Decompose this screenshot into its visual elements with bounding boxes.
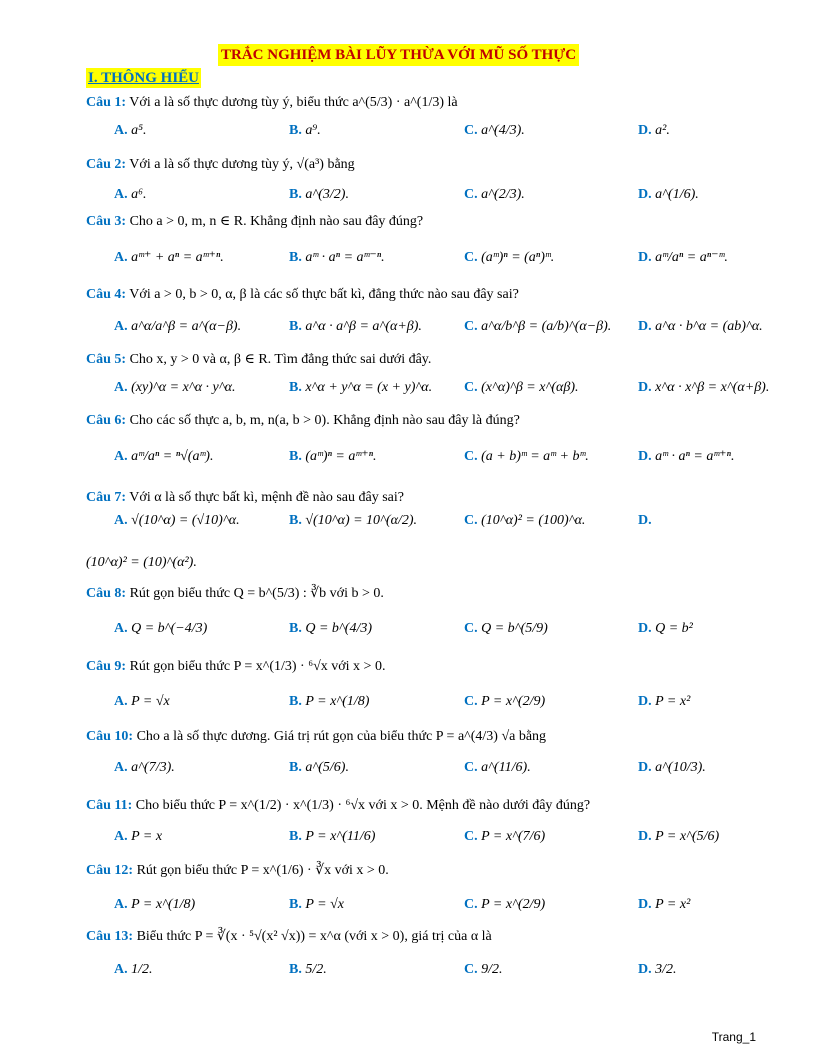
question-text: Cho a là số thực dương. Giá trị rút gọn của biểu thức P = a^(4/3) √a bằng — [133, 729, 547, 744]
option-letter: D. — [638, 829, 652, 844]
option-text: 5/2. — [301, 962, 327, 977]
question-text: Rút gọn biểu thức P = x^(1/3) · ⁶√x với x > 0. — [126, 659, 386, 674]
option-text: a^(3/2). — [301, 187, 349, 202]
answer-options — [0, 687, 816, 717]
answer-option[interactable] — [289, 890, 344, 920]
option-text: Q = b^(−4/3) — [127, 621, 208, 636]
option-text: x^α · x^β = x^(α+β). — [651, 380, 770, 395]
question-number: Câu 8: — [86, 586, 127, 601]
option-text: P = x^(11/6) — [301, 829, 376, 844]
answer-option-continuation: (10^α)² = (10)^(α²). — [86, 555, 197, 570]
option-letter: C. — [464, 962, 478, 977]
option-letter: D. — [638, 694, 652, 709]
option-letter: A. — [114, 897, 128, 912]
answer-option[interactable] — [289, 180, 349, 210]
answer-option[interactable] — [638, 373, 769, 403]
question-text: Cho biểu thức P = x^(1/2) · x^(1/3) · ⁶√x với x > 0. Mệnh đề nào dưới đây đúng? — [132, 798, 591, 813]
option-letter: A. — [114, 513, 128, 528]
question-text: Với a > 0, b > 0, α, β là các số thực bất kì, đẳng thức nào sau đây sai? — [126, 287, 519, 302]
option-letter: D. — [638, 621, 652, 636]
answer-options — [0, 506, 816, 536]
option-letter: B. — [289, 513, 302, 528]
answer-option[interactable] — [464, 822, 545, 852]
question-stem — [0, 150, 816, 180]
answer-option[interactable] — [638, 955, 677, 985]
answer-option[interactable] — [289, 753, 349, 783]
answer-options — [0, 614, 816, 644]
answer-option[interactable] — [289, 687, 369, 717]
question-stem — [0, 406, 816, 436]
answer-option[interactable] — [464, 687, 545, 717]
option-letter: C. — [464, 187, 478, 202]
option-text: P = x² — [651, 897, 691, 912]
answer-option[interactable] — [638, 243, 728, 273]
option-text: P = x^(5/6) — [651, 829, 720, 844]
option-text: (x^α)^β = x^(αβ). — [477, 380, 579, 395]
answer-option[interactable] — [114, 243, 224, 273]
option-letter: C. — [464, 621, 478, 636]
answer-option[interactable] — [289, 116, 321, 146]
option-letter: C. — [464, 250, 478, 265]
option-letter: C. — [464, 897, 478, 912]
answer-option[interactable] — [114, 312, 241, 342]
question-text: Với a là số thực dương tùy ý, √(a³) bằng — [126, 157, 355, 172]
option-text: x^α + y^α = (x + y)^α. — [301, 380, 433, 395]
answer-option[interactable] — [464, 753, 531, 783]
option-text: P = x^(1/8) — [127, 897, 196, 912]
option-letter: D. — [638, 380, 652, 395]
option-letter: B. — [289, 380, 302, 395]
option-text: a^(2/3). — [477, 187, 525, 202]
option-text: a⁵. — [127, 123, 147, 138]
answer-option[interactable] — [114, 753, 175, 783]
answer-option[interactable] — [638, 116, 670, 146]
option-text: (aᵐ)ⁿ = (aⁿ)ᵐ. — [477, 250, 555, 265]
answer-option[interactable] — [464, 955, 503, 985]
answer-option[interactable] — [638, 506, 652, 536]
answer-options — [0, 180, 816, 210]
option-text: P = x² — [651, 694, 691, 709]
option-letter: B. — [289, 621, 302, 636]
answer-option[interactable] — [464, 890, 545, 920]
option-letter: D. — [638, 513, 652, 528]
answer-option[interactable] — [114, 180, 147, 210]
option-text: 1/2. — [127, 962, 153, 977]
option-letter: A. — [114, 694, 128, 709]
answer-options — [0, 312, 816, 342]
option-text: a^(5/6). — [301, 760, 349, 775]
option-text: P = √x — [127, 694, 170, 709]
option-text: a^α/b^β = (a/b)^(α−β). — [477, 319, 612, 334]
answer-options — [0, 822, 816, 852]
option-text: Q = b^(4/3) — [301, 621, 373, 636]
question-number: Câu 4: — [86, 287, 127, 302]
option-letter: D. — [638, 897, 652, 912]
answer-options — [0, 373, 816, 403]
question-number: Câu 2: — [86, 157, 127, 172]
option-text: (10^α)² = (100)^α. — [477, 513, 586, 528]
question-number: Câu 7: — [86, 490, 127, 505]
option-text: P = x — [127, 829, 163, 844]
answer-option[interactable] — [464, 373, 579, 403]
answer-options — [0, 955, 816, 985]
option-text: P = √x — [301, 897, 344, 912]
answer-options — [0, 753, 816, 783]
answer-option[interactable] — [114, 614, 207, 644]
option-letter: B. — [289, 694, 302, 709]
question-text: Cho các số thực a, b, m, n(a, b > 0). Khẳng định nào sau đây là đúng? — [126, 413, 520, 428]
question-stem — [0, 652, 816, 682]
answer-option[interactable] — [638, 442, 734, 472]
option-text: (aᵐ)ⁿ = aᵐ⁺ⁿ. — [301, 449, 377, 464]
option-letter: B. — [289, 250, 302, 265]
question-number: Câu 3: — [86, 214, 127, 229]
option-text: (xy)^α = x^α · y^α. — [127, 380, 236, 395]
option-text: √(10^α) = (√10)^α. — [127, 513, 240, 528]
option-letter: B. — [289, 123, 302, 138]
answer-option[interactable] — [114, 373, 236, 403]
answer-option[interactable] — [114, 890, 195, 920]
answer-option[interactable] — [464, 506, 585, 536]
question-stem — [0, 791, 816, 821]
answer-option[interactable] — [464, 243, 554, 273]
option-letter: A. — [114, 760, 128, 775]
question-text: Với a là số thực dương tùy ý, biểu thức a^(5/3) · a^(1/3) là — [126, 95, 458, 110]
option-text: aᵐ/aⁿ = ⁿ√(aᵐ). — [127, 449, 214, 464]
option-letter: D. — [638, 187, 652, 202]
answer-options — [0, 116, 816, 146]
option-letter: B. — [289, 187, 302, 202]
answer-options — [0, 442, 816, 472]
option-letter: B. — [289, 319, 302, 334]
option-letter: C. — [464, 760, 478, 775]
question-stem — [0, 345, 816, 375]
option-text: a^(1/6). — [651, 187, 699, 202]
option-text: 3/2. — [651, 962, 677, 977]
option-letter: A. — [114, 319, 128, 334]
question-text: Rút gọn biểu thức P = x^(1/6) · ∛x với x > 0. — [133, 863, 389, 878]
option-letter: B. — [289, 449, 302, 464]
option-letter: A. — [114, 187, 128, 202]
question-number: Câu 5: — [86, 352, 127, 367]
option-letter: A. — [114, 123, 128, 138]
answer-option[interactable] — [638, 687, 690, 717]
question-text: Với α là số thực bất kì, mệnh đề nào sau đây sai? — [126, 490, 404, 505]
question-text: Cho x, y > 0 và α, β ∈ R. Tìm đẳng thức sai dưới đây. — [126, 352, 432, 367]
answer-option[interactable] — [638, 753, 706, 783]
option-letter: A. — [114, 829, 128, 844]
option-letter: D. — [638, 123, 652, 138]
option-letter: B. — [289, 897, 302, 912]
option-letter: A. — [114, 250, 128, 265]
option-text: √(10^α) = 10^(α/2). — [301, 513, 418, 528]
answer-option[interactable] — [289, 955, 327, 985]
option-text: P = x^(2/9) — [477, 897, 546, 912]
option-letter: C. — [464, 319, 478, 334]
option-text: a^α/a^β = a^(α−β). — [127, 319, 242, 334]
option-text: a^(11/6). — [477, 760, 531, 775]
question-stem — [0, 922, 816, 952]
page-number: Trang_1 — [711, 1030, 756, 1044]
option-text: 9/2. — [477, 962, 503, 977]
option-text: a⁹. — [301, 123, 321, 138]
option-letter: A. — [114, 449, 128, 464]
question-stem — [0, 722, 816, 752]
answer-option[interactable] — [638, 890, 690, 920]
answer-option[interactable] — [114, 822, 162, 852]
option-letter: C. — [464, 829, 478, 844]
question-number: Câu 11: — [86, 798, 133, 813]
answer-option[interactable] — [289, 506, 417, 536]
answer-option[interactable] — [638, 822, 719, 852]
answer-option[interactable] — [114, 955, 153, 985]
option-text: aᵐ/aⁿ = aⁿ⁻ᵐ. — [651, 250, 728, 265]
option-text: aᵐ · aⁿ = aᵐ⁻ⁿ. — [301, 250, 385, 265]
answer-option[interactable] — [638, 312, 763, 342]
option-letter: C. — [464, 380, 478, 395]
question-stem — [0, 207, 816, 237]
section-heading: I. THÔNG HIỂU — [88, 70, 199, 86]
option-letter: D. — [638, 449, 652, 464]
answer-option[interactable] — [464, 442, 589, 472]
question-number: Câu 6: — [86, 413, 127, 428]
answer-option[interactable] — [289, 822, 375, 852]
option-letter: A. — [114, 962, 128, 977]
option-text: (a + b)ᵐ = aᵐ + bᵐ. — [477, 449, 589, 464]
question-number: Câu 9: — [86, 659, 127, 674]
option-letter: A. — [114, 380, 128, 395]
answer-option[interactable] — [289, 243, 385, 273]
question-text: Biểu thức P = ∛(x · ⁵√(x² √x)) = x^α (với x > 0), giá trị của α là — [133, 929, 492, 944]
option-letter: C. — [464, 694, 478, 709]
question-stem — [0, 579, 816, 609]
answer-option[interactable] — [464, 614, 548, 644]
option-letter: B. — [289, 829, 302, 844]
answer-option[interactable] — [464, 116, 525, 146]
option-letter: D. — [638, 760, 652, 775]
question-number: Câu 13: — [86, 929, 134, 944]
question-number: Câu 12: — [86, 863, 134, 878]
page-title: TRẮC NGHIỆM BÀI LŨY THỪA VỚI MŨ SỐ THỰC — [218, 44, 579, 66]
answer-options — [0, 243, 816, 273]
answer-option[interactable] — [114, 442, 213, 472]
option-text: Q = b^(5/9) — [477, 621, 548, 636]
answer-option[interactable] — [289, 614, 372, 644]
answer-option[interactable] — [289, 442, 377, 472]
option-text: aᵐ · aⁿ = aᵐ⁺ⁿ. — [651, 449, 735, 464]
option-letter: D. — [638, 250, 652, 265]
question-number: Câu 1: — [86, 95, 127, 110]
option-text: a^α · b^α = (ab)^α. — [651, 319, 763, 334]
answer-option[interactable] — [289, 312, 422, 342]
question-stem — [0, 88, 816, 118]
option-letter: C. — [464, 449, 478, 464]
question-text: Rút gọn biểu thức Q = b^(5/3) : ∛b với b > 0. — [126, 586, 384, 601]
option-text: aᵐ⁺ + aⁿ = aᵐ⁺ⁿ. — [127, 250, 224, 265]
question-text: Cho a > 0, m, n ∈ R. Khẳng định nào sau đây đúng? — [126, 214, 424, 229]
option-letter: C. — [464, 513, 478, 528]
option-text: a^(4/3). — [477, 123, 525, 138]
option-text: a^(7/3). — [127, 760, 175, 775]
option-letter: D. — [638, 319, 652, 334]
answer-option[interactable] — [114, 506, 240, 536]
option-letter: B. — [289, 760, 302, 775]
answer-option[interactable] — [464, 180, 525, 210]
answer-option[interactable] — [289, 373, 432, 403]
option-text: a². — [651, 123, 670, 138]
question-number: Câu 10: — [86, 729, 134, 744]
question-stem — [0, 856, 816, 886]
option-letter: C. — [464, 123, 478, 138]
answer-option[interactable] — [114, 687, 170, 717]
option-text: Q = b² — [651, 621, 693, 636]
option-text: P = x^(1/8) — [301, 694, 370, 709]
answer-option[interactable] — [638, 614, 693, 644]
option-letter: B. — [289, 962, 302, 977]
option-text: a^(10/3). — [651, 760, 706, 775]
option-text: P = x^(2/9) — [477, 694, 546, 709]
answer-option[interactable] — [464, 312, 611, 342]
option-letter: A. — [114, 621, 128, 636]
option-text: a^α · a^β = a^(α+β). — [301, 319, 422, 334]
option-letter: D. — [638, 962, 652, 977]
option-text: P = x^(7/6) — [477, 829, 546, 844]
answer-options — [0, 890, 816, 920]
answer-option[interactable] — [114, 116, 147, 146]
question-stem — [0, 280, 816, 310]
option-text: a⁶. — [127, 187, 147, 202]
answer-option[interactable] — [638, 180, 699, 210]
